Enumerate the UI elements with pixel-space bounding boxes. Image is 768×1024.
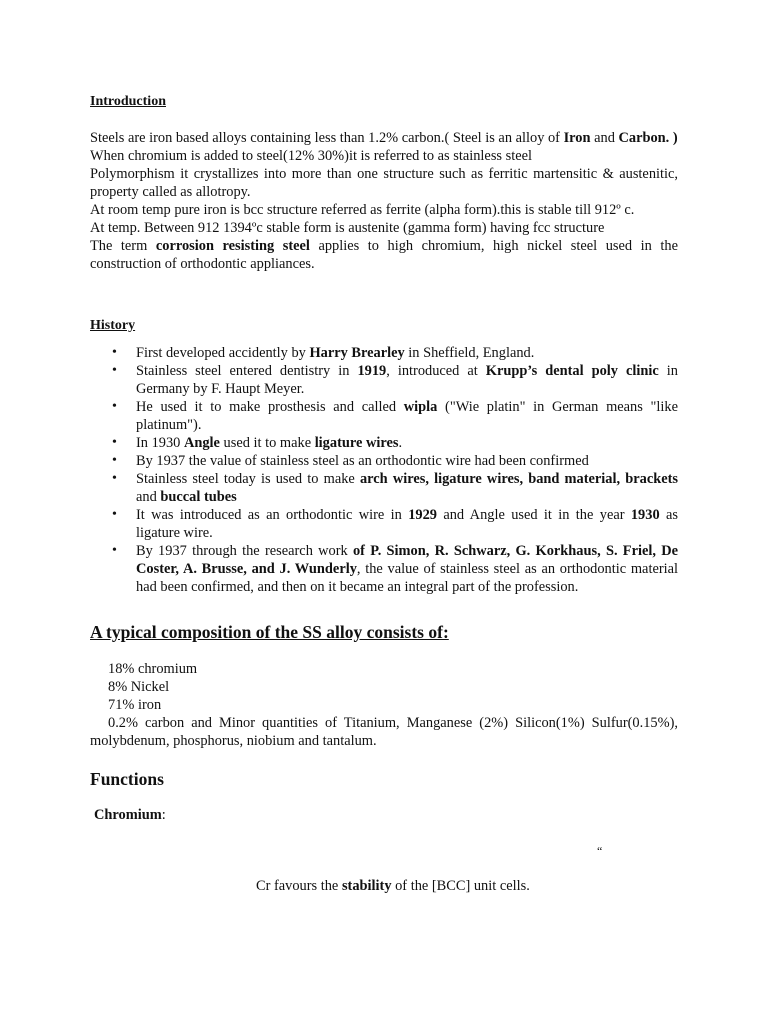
list-item: • By 1937 the value of stainless steel as an orthodontic wire had been confirmed: [90, 452, 678, 470]
intro-line-polymorphism: Polymorphism it crystallizes into more than one structure such as ferritic martensitic & austenitic, property called as allotropy.: [90, 166, 678, 200]
chromium-subheading: Chromium:: [94, 807, 166, 823]
list-item: • He used it to make prosthesis and called wipla ("Wie platin" in German means "like platinum").: [90, 398, 678, 434]
intro-line-chromium: When chromium is added to steel(12% 30%)it is referred to as stainless steel: [90, 148, 532, 164]
history-list: [90, 344, 678, 596]
list-item: • First developed accidently by Harry Brearley in Sheffield, England.: [90, 344, 678, 362]
list-item: • It was introduced as an orthodontic wire in 1929 and Angle used it in the year 1930 as ligature wire.: [90, 506, 678, 542]
introduction-heading: Introduction: [90, 94, 166, 109]
list-item: • Stainless steel today is used to make arch wires, ligature wires, band material, brackets and buccal tubes: [90, 470, 678, 506]
introduction-section: [90, 129, 678, 273]
quote-mark: “: [597, 844, 603, 858]
composition-item: 0.2% carbon and Minor quantities of Titanium, Manganese (2%) Silicon(1%) Sulfur(0.15%), molybdenum, phosphorus, niobium and tantalum.: [90, 715, 678, 749]
chromium-function-text: Cr favours the stability of the [BCC] unit cells.: [256, 878, 530, 894]
composition-heading: A typical composition of the SS alloy consists of:: [90, 622, 449, 642]
intro-line-corrosion: The term corrosion resisting steel applies to high chromium, high nickel steel used in the construction of orthodontic appliances.: [90, 238, 678, 272]
history-heading: History: [90, 318, 136, 333]
composition-item: 8% Nickel: [108, 679, 170, 695]
composition-item: 71% iron: [108, 697, 162, 713]
intro-line-austenite: At temp. Between 912 1394ºc stable form is austenite (gamma form) having fcc structure: [90, 220, 605, 236]
composition-item: 18% chromium: [108, 661, 198, 677]
intro-paragraph-1: Steels are iron based alloys containing less than 1.2% carbon.( Steel is an alloy of Iron and Carbon. ): [90, 130, 678, 146]
functions-heading: Functions: [90, 769, 164, 789]
intro-line-room-temp: At room temp pure iron is bcc structure referred as ferrite (alpha form).this is stable till 912º c.: [90, 202, 635, 218]
composition-list: [90, 660, 678, 750]
list-item: • By 1937 through the research work of P. Simon, R. Schwarz, G. Korkhaus, S. Friel, De Coster, A. Brusse, and J. Wunderly, the value of stainless steel as an orthodontic material had been confirmed, and then on it became an integral part of the profession.: [90, 542, 678, 596]
list-item: • In 1930 Angle used it to make ligature wires.: [90, 434, 678, 452]
list-item: • Stainless steel entered dentistry in 1919, introduced at Krupp’s dental poly clinic in Germany by F. Haupt Meyer.: [90, 362, 678, 398]
